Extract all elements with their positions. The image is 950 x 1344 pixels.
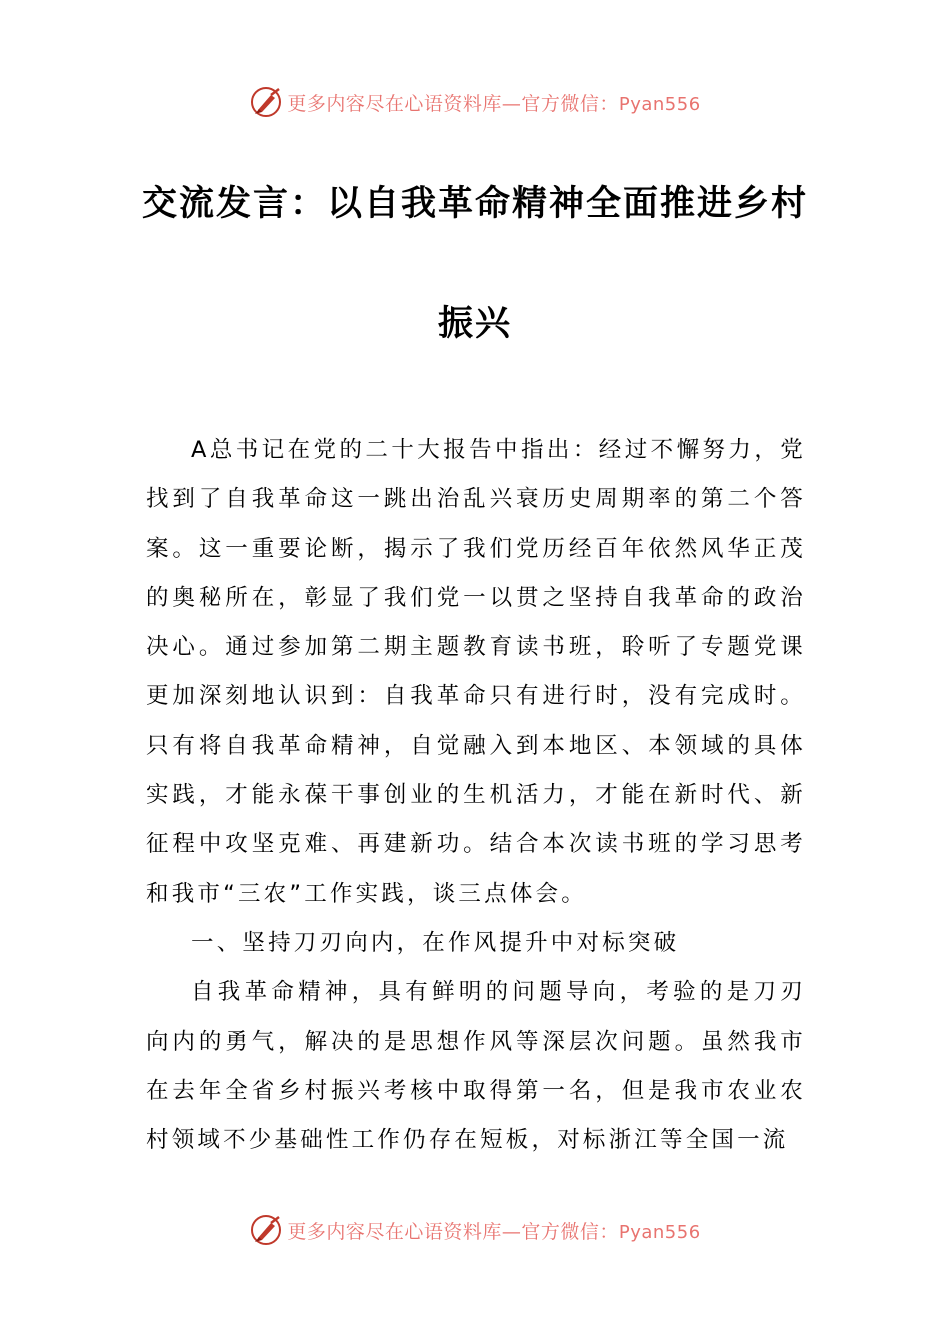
document-body [146,426,806,1165]
pen-nib-circle-icon [249,85,283,119]
document-title-line2: 振兴 [437,304,512,344]
watermark-text: 更多内容尽在心语资料库—官方微信：Pyan556 [287,1220,701,1243]
watermark-wechat-id: Pyan556 [618,93,701,115]
watermark-text: 更多内容尽在心语资料库—官方微信：Pyan556 [287,92,701,115]
document-title-line1: 交流发言：以自我革命精神全面推进乡村 [141,184,808,224]
footer-watermark [0,1210,950,1250]
section-heading-1: 一、坚持刀刃向内，在作风提升中对标突破 [191,929,680,956]
paragraph-intro: A总书记在党的二十大报告中指出：经过不懈努力，党找到了自我革命这一跳出治乱兴衰历史周期率的第二个答案。这一重要论断，揭示了我们党历经百年依然风华正茂的奥秘所在，彰显了我们党一以贯之坚持自我革命的政治决心。通过参加第二期主题教育读书班，聆听了专题党课更加深刻地认识到：自我革命只有进行时，没有完成时。只有将自我革命精神，自觉融入到本地区、本领域的具体实践，才能永葆干事创业的生机活力，才能在新时代、新征程中攻坚克难、再建新功。结合本次读书班的学习思考和我市“三农”工作实践，谈三点体会。 [146,437,806,907]
paragraph-section-1: 自我革命精神，具有鲜明的问题导向，考验的是刀刃向内的勇气，解决的是思想作风等深层次问题。虽然我市在去年全省乡村振兴考核中取得第一名，但是我市农业农村领域不少基础性工作仍存在短板，对标浙江等全国一流 [146,979,806,1154]
watermark-wechat-id: Pyan556 [618,1221,701,1243]
header-watermark [0,82,950,122]
pen-nib-circle-icon [249,1213,283,1247]
